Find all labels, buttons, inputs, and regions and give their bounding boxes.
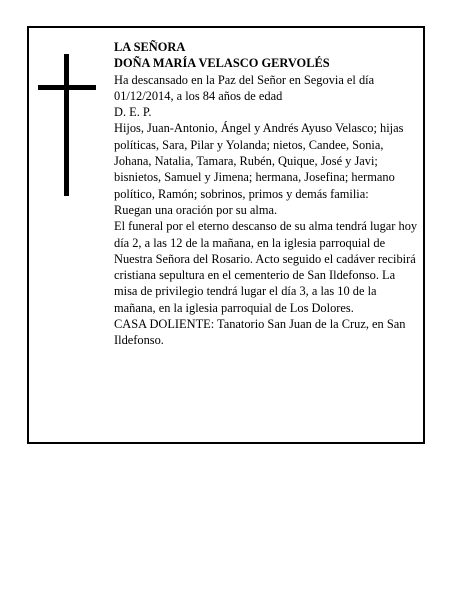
mourning-house: CASA DOLIENTE: Tanatorio San Juan de la Cruz, en San Ildefonso. bbox=[114, 317, 406, 348]
cross-horizontal-bar bbox=[38, 85, 96, 90]
prayer-request: Ruegan una oración por su alma. bbox=[114, 202, 278, 217]
heading-title: LA SEÑORA bbox=[114, 40, 186, 54]
death-announcement: Ha descansado en la Paz del Señor en Segovia el día 01/12/2014, a los 84 años de edad bbox=[114, 72, 375, 103]
family-list: Hijos, Juan-Antonio, Ángel y Andrés Ayuso Velasco; hijas políticas, Sara, Pilar y Yolanda; nietos, Candee, Sonia, Johana, Natalia, Tamara, Rubén, Quique, José y Javi; bisnietos, Samuel y Jimena; hermana, Josefina; hermano político, Ramón; sobrinos, primos y demás familia: bbox=[114, 121, 404, 201]
deceased-name: DOÑA MARÍA VELASCO GERVOLÉS bbox=[114, 56, 330, 71]
obituary-text bbox=[114, 39, 418, 349]
cross-vertical-bar bbox=[64, 54, 69, 196]
funeral-details: El funeral por el eterno descanso de su alma tendrá lugar hoy día 2, a las 12 de la mañana, en la iglesia parroquial de Nuestra Señora del Rosario. Acto seguido el cadáver recibirá cristiana sepultura en el cementerio de San Ildefonso. La misa de privilegio tendrá lugar el día 3, a las 10 de la mañana, en la iglesia parroquial de Los Dolores. bbox=[114, 219, 418, 315]
rip-line: D. E. P. bbox=[114, 105, 152, 120]
